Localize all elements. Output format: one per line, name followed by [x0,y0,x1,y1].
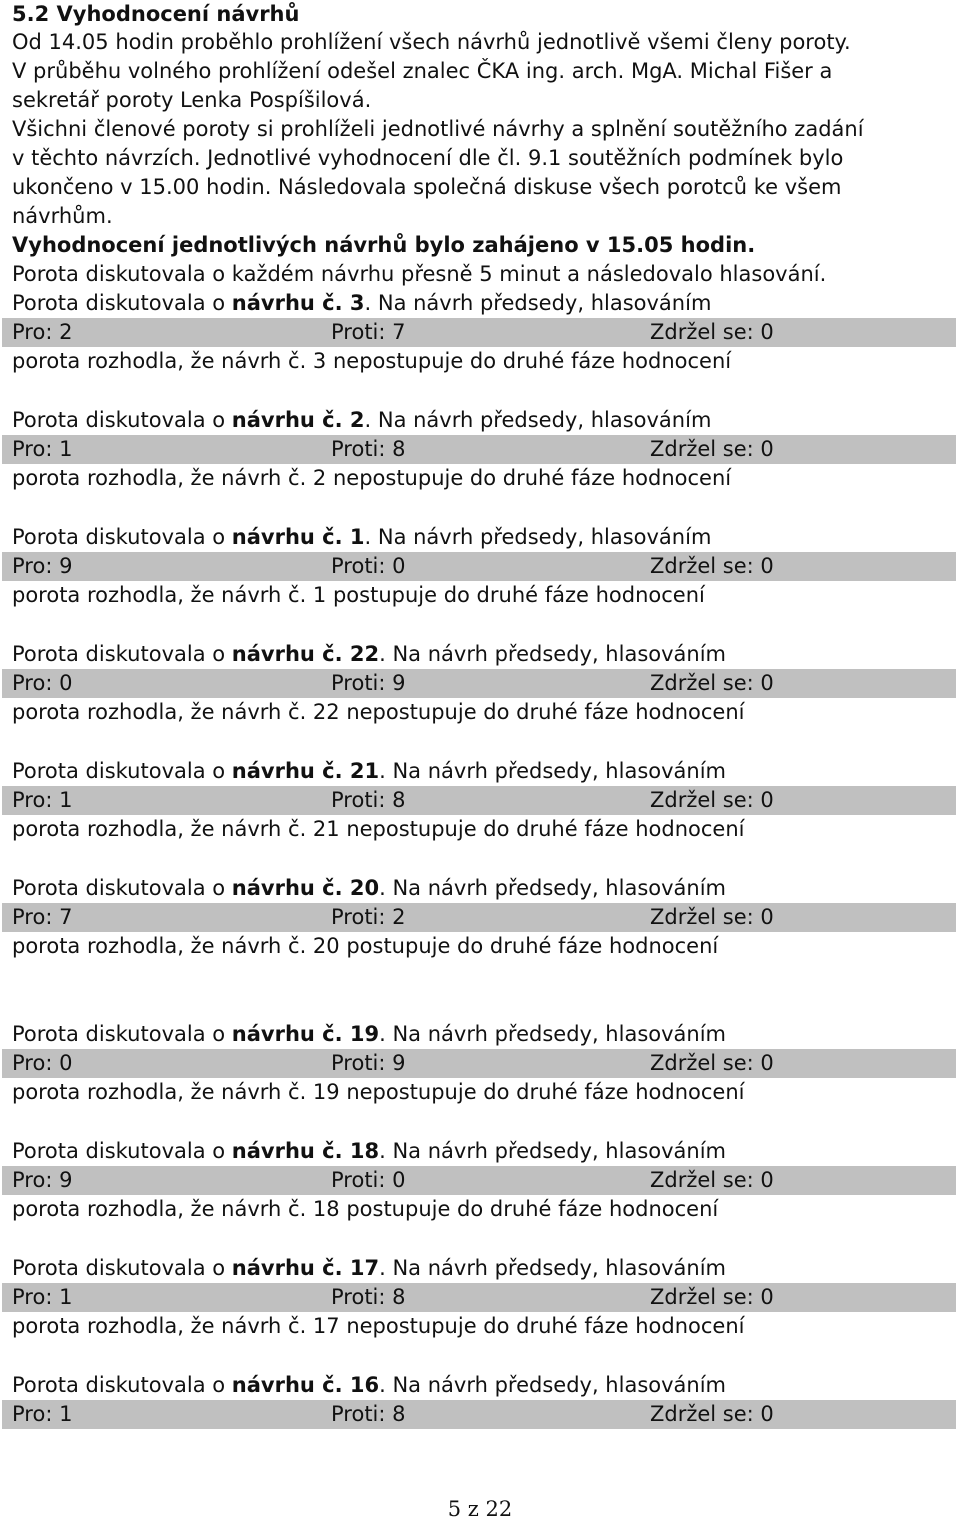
vote-block [0,757,960,844]
votes-abstained: Zdržel se: 0 [650,1051,774,1075]
votes-against: Proti: 9 [331,671,406,695]
votes-against: Proti: 8 [331,1402,406,1426]
votes-against: Proti: 8 [331,437,406,461]
procedure-text: Porota diskutovala o každém návrhu přesně 5 minut a následovalo hlasování. [12,262,827,286]
vote-result-bar [2,1166,956,1195]
discussion-line [0,1254,960,1283]
vote-result-bar [2,669,956,698]
discussion-suffix: . Na návrh předsedy, hlasováním [379,642,727,666]
votes-for: Pro: 2 [12,320,73,344]
discussion-line [0,1137,960,1166]
votes-for: Pro: 0 [12,1051,73,1075]
discussion-line [0,289,960,318]
votes-against: Proti: 2 [331,905,406,929]
proposal-number: návrhu č. 16 [231,1373,380,1397]
proposal-number: návrhu č. 1 [231,525,365,549]
votes-for: Pro: 0 [12,671,73,695]
intro-line: ukončeno v 15.00 hodin. Následovala společná diskuse všech porotců ke všem [12,175,842,199]
vote-block [0,874,960,961]
intro-line: návrhům. [12,204,113,228]
proposal-number: návrhu č. 21 [231,759,380,783]
discussion-suffix: . Na návrh předsedy, hlasováním [364,291,712,315]
spacer [0,493,960,523]
vote-result-bar [2,435,956,464]
vote-result-bar [2,1400,956,1429]
discussion-prefix: Porota diskutovala o [12,1373,232,1397]
intro-line: Všichni členové poroty si prohlíželi jednotlivé návrhy a splnění soutěžního zadání [12,117,864,141]
spacer [0,1107,960,1137]
votes-against: Proti: 8 [331,1285,406,1309]
spacer [0,1341,960,1371]
votes-abstained: Zdržel se: 0 [650,1168,774,1192]
vote-block [0,406,960,493]
vote-block [0,1371,960,1429]
intro-line: V průběhu volného prohlížení odešel znalec ČKA ing. arch. MgA. Michal Fišer a [12,59,833,83]
decision-line: porota rozhodla, že návrh č. 3 nepostupuje do druhé fáze hodnocení [12,349,732,373]
discussion-suffix: . Na návrh předsedy, hlasováním [379,1139,727,1163]
decision-line: porota rozhodla, že návrh č. 20 postupuje do druhé fáze hodnocení [12,934,719,958]
votes-abstained: Zdržel se: 0 [650,437,774,461]
discussion-prefix: Porota diskutovala o [12,525,232,549]
discussion-line [0,1371,960,1400]
proposal-number: návrhu č. 20 [231,876,380,900]
discussion-prefix: Porota diskutovala o [12,1022,232,1046]
discussion-suffix: . Na návrh předsedy, hlasováním [379,1256,727,1280]
discussion-suffix: . Na návrh předsedy, hlasováním [364,408,712,432]
discussion-prefix: Porota diskutovala o [12,408,232,432]
discussion-line [0,874,960,903]
spacer [0,844,960,874]
votes-for: Pro: 9 [12,1168,73,1192]
discussion-prefix: Porota diskutovala o [12,1256,232,1280]
discussion-suffix: . Na návrh předsedy, hlasováním [364,525,712,549]
votes-against: Proti: 8 [331,788,406,812]
decision-line: porota rozhodla, že návrh č. 18 postupuje do druhé fáze hodnocení [12,1197,719,1221]
vote-result-bar [2,1283,956,1312]
spacer [0,376,960,406]
votes-abstained: Zdržel se: 0 [650,1402,774,1426]
vote-block [0,289,960,376]
intro-line: v těchto návrzích. Jednotlivé vyhodnocení dle čl. 9.1 soutěžních podmínek bylo [12,146,844,170]
votes-for: Pro: 9 [12,554,73,578]
page-number: 5 z 22 [447,1497,513,1521]
discussion-line [0,1020,960,1049]
votes-against: Proti: 7 [331,320,406,344]
spacer [0,610,960,640]
discussion-prefix: Porota diskutovala o [12,642,232,666]
votes-abstained: Zdržel se: 0 [650,1285,774,1309]
votes-abstained: Zdržel se: 0 [650,788,774,812]
discussion-line [0,757,960,786]
votes-list [0,289,960,1429]
decision-line: porota rozhodla, že návrh č. 1 postupuje do druhé fáze hodnocení [12,583,705,607]
vote-result-bar [2,318,956,347]
decision-line: porota rozhodla, že návrh č. 21 nepostupuje do druhé fáze hodnocení [12,817,745,841]
proposal-number: návrhu č. 17 [231,1256,380,1280]
evaluation-start: Vyhodnocení jednotlivých návrhů bylo zahájeno v 15.05 hodin. [12,233,756,257]
discussion-line [0,523,960,552]
vote-result-bar [2,552,956,581]
discussion-suffix: . Na návrh předsedy, hlasováním [379,759,727,783]
votes-against: Proti: 9 [331,1051,406,1075]
vote-block [0,523,960,610]
discussion-suffix: . Na návrh předsedy, hlasováním [379,1373,727,1397]
votes-for: Pro: 1 [12,1285,73,1309]
intro-paragraph [0,28,960,231]
vote-block [0,1137,960,1224]
vote-result-bar [2,903,956,932]
votes-against: Proti: 0 [331,554,406,578]
spacer [0,1224,960,1254]
section-heading: 5.2 Vyhodnocení návrhů [12,2,300,26]
intro-line: Od 14.05 hodin proběhlo prohlížení všech návrhů jednotlivě všemi členy poroty. [12,30,851,54]
votes-for: Pro: 1 [12,1402,73,1426]
spacer [0,961,960,1020]
spacer [0,727,960,757]
discussion-prefix: Porota diskutovala o [12,876,232,900]
proposal-number: návrhu č. 18 [231,1139,380,1163]
vote-block [0,1254,960,1341]
proposal-number: návrhu č. 19 [231,1022,380,1046]
votes-for: Pro: 1 [12,437,73,461]
intro-line: sekretář poroty Lenka Pospíšilová. [12,88,372,112]
proposal-number: návrhu č. 2 [231,408,365,432]
discussion-prefix: Porota diskutovala o [12,759,232,783]
decision-line: porota rozhodla, že návrh č. 19 nepostupuje do druhé fáze hodnocení [12,1080,745,1104]
votes-for: Pro: 7 [12,905,73,929]
vote-block [0,1020,960,1107]
votes-against: Proti: 0 [331,1168,406,1192]
proposal-number: návrhu č. 3 [231,291,365,315]
discussion-line [0,640,960,669]
votes-abstained: Zdržel se: 0 [650,671,774,695]
decision-line: porota rozhodla, že návrh č. 22 nepostupuje do druhé fáze hodnocení [12,700,745,724]
discussion-line [0,406,960,435]
votes-abstained: Zdržel se: 0 [650,905,774,929]
discussion-suffix: . Na návrh předsedy, hlasováním [379,876,727,900]
votes-for: Pro: 1 [12,788,73,812]
vote-result-bar [2,786,956,815]
proposal-number: návrhu č. 22 [231,642,380,666]
discussion-suffix: . Na návrh předsedy, hlasováním [379,1022,727,1046]
votes-abstained: Zdržel se: 0 [650,554,774,578]
vote-result-bar [2,1049,956,1078]
votes-abstained: Zdržel se: 0 [650,320,774,344]
decision-line: porota rozhodla, že návrh č. 17 nepostupuje do druhé fáze hodnocení [12,1314,745,1338]
discussion-prefix: Porota diskutovala o [12,291,232,315]
decision-line: porota rozhodla, že návrh č. 2 nepostupuje do druhé fáze hodnocení [12,466,732,490]
discussion-prefix: Porota diskutovala o [12,1139,232,1163]
vote-block [0,640,960,727]
